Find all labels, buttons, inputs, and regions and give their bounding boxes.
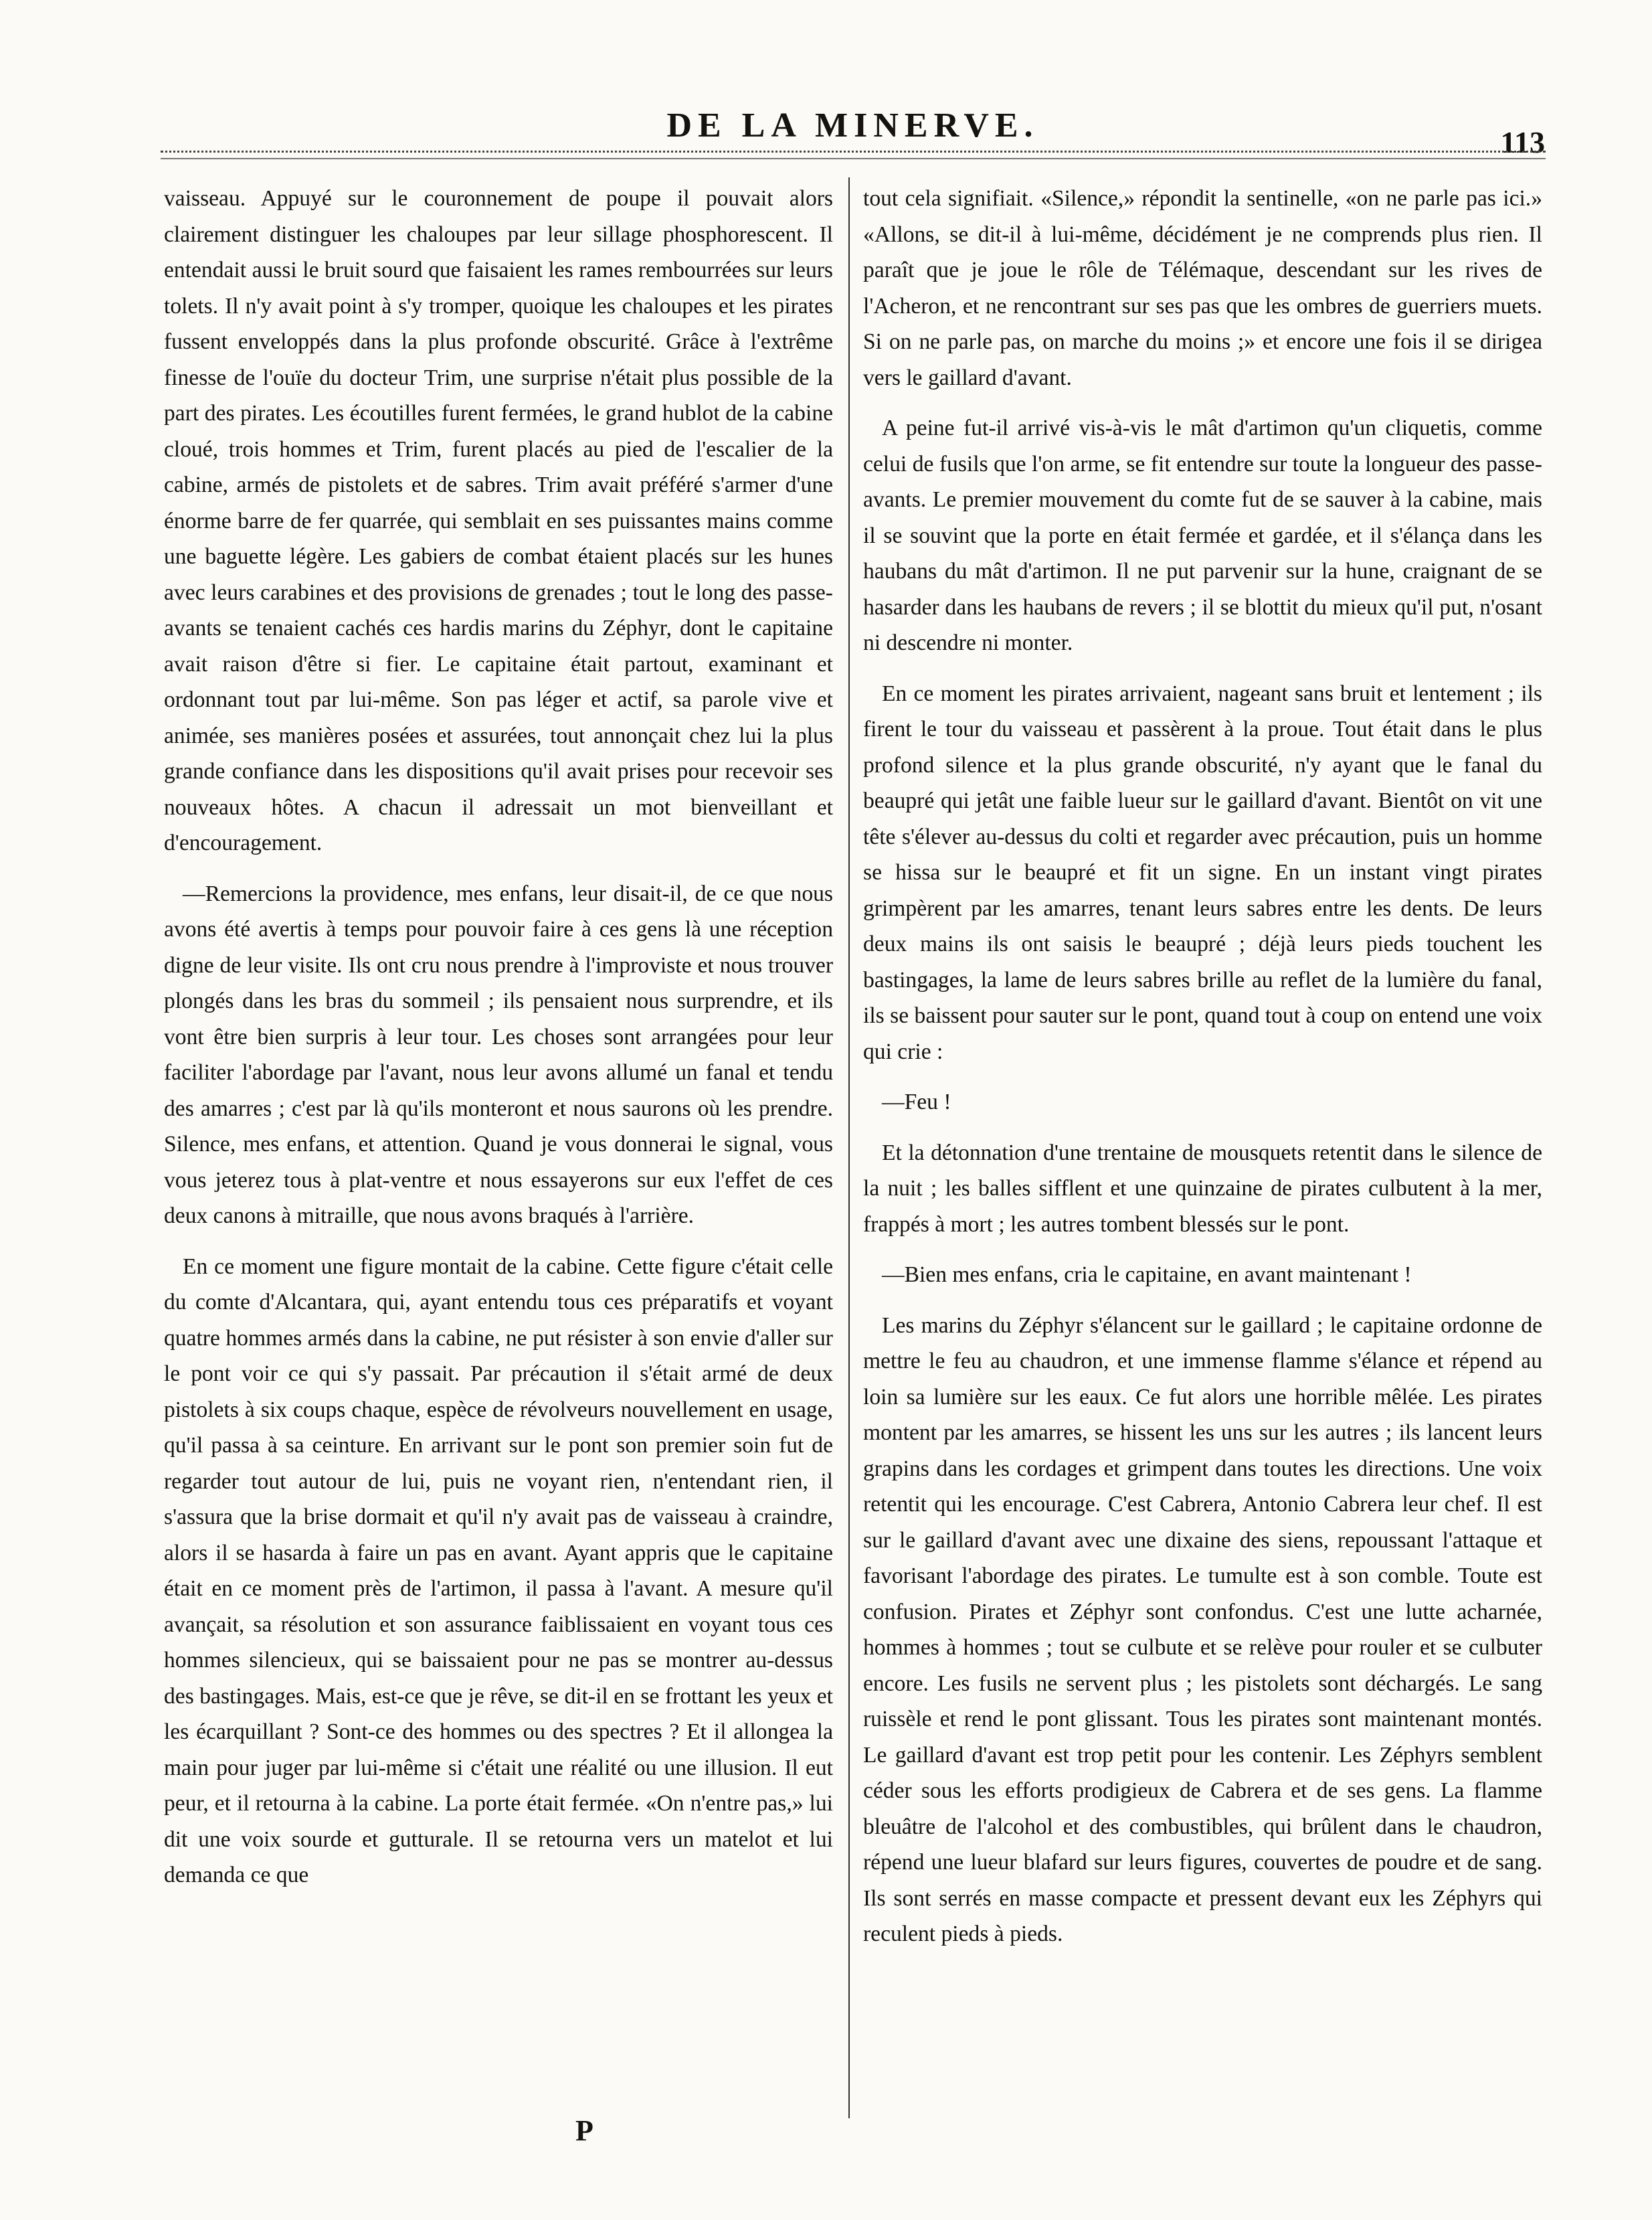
page-header: [161, 100, 1545, 159]
paragraph: Les marins du Zéphyr s'élancent sur le gaillard ; le capitaine ordonne de mettre le feu au chaudron, et une immense flamme s'élance et répend au loin sa lumière sur les eaux. Ce fut alors une horrible mêlée. Les pirates montent par les amarres, se hissent les uns sur les autres ; ils lancent leurs grapins dans les cordages et grimpent dans toutes les directions. Une voix retentit qui les encourage. C'est Cabrera, Antonio Cabrera leur chef. Il est sur le gaillard d'avant avec une dixaine des siens, repoussant l'attaque et favorisant l'abordage des pirates. Le tumulte est à son comble. Toute est confusion. Pirates et Zéphyr sont confondus. C'est une lutte acharnée, hommes à hommes ; tout se culbute et se relève pour rouler et se culbuter encore. Les fusils ne servent plus ; les pistolets sont déchargés. Le sang ruissèle et rend le pont glissant. Tous les pirates sont maintenant montés. Le gaillard d'avant est trop petit pour les contenir. Les Zéphyrs semblent céder sous les efforts prodigieux de Cabrera et de ses gens. La flamme bleuâtre de l'alcohol et des combustibles, qui brûlent dans le chaudron, répend une lueur blafard sur leurs figures, couvertes de poudre et de sang. Ils sont serrés en masse compacte et pressent devant eux les Zéphyrs qui reculent pieds à pieds.: [863, 1312, 1542, 1946]
paragraph: tout cela signifiait. «Silence,» répondit la sentinelle, «on ne parle pas ici.» «Allons, se dit-il à lui-même, décidément je ne comprends plus rien. Il paraît que je joue le rôle de Télémaque, descendant sur les rives de l'Acheron, et ne rencontrant sur ses pas que les ombres de guerriers muets. Si on ne parle pas, on marche du moins ;» et encore une fois il se dirigea vers le gaillard d'avant.: [863, 186, 1542, 390]
paragraph: —Feu !: [882, 1090, 951, 1114]
right-column: [863, 181, 1542, 1952]
header-rule: [161, 151, 1546, 159]
paragraph: —Bien mes enfans, cria le capitaine, en avant maintenant !: [882, 1262, 1412, 1287]
paragraph: En ce moment les pirates arrivaient, nageant sans bruit et lentement ; ils firent le tour du vaisseau et passèrent à la proue. Tout était dans le plus profond silence et la plus grande obscurité, n'y ayant que le fanal du beaupré qui jetât une faible lueur sur le gaillard d'avant. Bientôt on vit une tête s'élever au-dessus du colti et regarder avec précaution, puis un homme se hissa sur le beaupré et fit un signe. En un instant vingt pirates grimpèrent par les amarres, tenant leurs sabres entre les dents. De leurs deux mains ils ont saisis le beaupré ; déjà leurs pieds touchent les bastingages, la lame de leurs sabres brille au reflet de la lumière du fanal, ils se baissent pour sauter sur le pont, quand tout à coup on entend une voix qui crie :: [863, 681, 1542, 1064]
paragraph: A peine fut-il arrivé vis-à-vis le mât d'artimon qu'un cliquetis, comme celui de fusils que l'on arme, se fit entendre sur toute la longueur des passe-avants. Le premier mouvement du comte fut de se sauver à la cabine, mais il se souvint que la porte en était fermée et gardée, et il s'élança dans les haubans du mât d'artimon. Il ne put parvenir sur la hune, craignant de se hasarder dans les haubans de revers ; il se blottit du mieux qu'il put, n'osant ni descendre ni monter.: [863, 416, 1542, 655]
page-number: 113: [1500, 125, 1545, 159]
paragraph: Et la détonnation d'une trentaine de mousquets retentit dans le silence de la nuit ; les balles sifflent et une quinzaine de pirates culbutent à la mer, frappés à mort ; les autres tombent blessés sur le pont.: [863, 1140, 1542, 1237]
paragraph: —Remercions la providence, mes enfans, leur disait-il, de ce que nous avons été avertis à temps pour pouvoir faire à ces gens là une réception digne de leur visite. Ils ont cru nous prendre à l'improviste et nous trouver plongés dans les bras du sommeil ; ils pensaient nous surprendre, et ils vont être bien surpris à leur tour. Les choses sont arrangées pour leur faciliter l'abordage par l'avant, nous leur avons allumé un fanal et tendu des amarres ; c'est par là qu'ils monteront et nous saurons où les prendre. Silence, mes enfans, et attention. Quand je vous donnerai le signal, vous vous jeterez tous à plat-ventre et nous essayerons sur eux l'effet de ces deux canons à mitraille, que nous avons braqués à l'arrière.: [164, 881, 833, 1228]
paragraph: En ce moment une figure montait de la cabine. Cette figure c'était celle du comte d'Alcantara, qui, ayant entendu tous ces préparatifs et voyant quatre hommes armés dans la cabine, ne put résister à son envie d'aller sur le pont voir ce qui s'y passait. Par précaution il s'était armé de deux pistolets à six coups chaque, espèce de révolveurs nouvellement en usage, qu'il passa à sa ceinture. En arrivant sur le pont son premier soin fut de regarder tout autour de lui, puis ne voyant rien, n'entendant rien, il s'assura que la brise dormait et qu'il n'y avait pas de vaisseau à craindre, alors il se hasarda à faire un pas en avant. Ayant appris que le capitaine était en ce moment près de l'artimon, il passa à l'avant. A mesure qu'il avançait, sa résolution et son assurance faiblissaient en voyant tous ces hommes silencieux, qui se baissaient pour ne pas se montrer au-dessus des bastingages. Mais, est-ce que je rêve, se dit-il en se frottant les yeux et les écarquillant ? Sont-ce des hommes ou des spectres ? Et il allongea la main pour juger par lui-même si c'était une réalité ou une illusion. Il eut peur, et il retourna à la cabine. La porte était fermée. «On n'entre pas,» lui dit une voix sourde et gutturale. Il se retourna vers un matelot et lui demanda ce que: [164, 1254, 833, 1887]
left-column: [164, 181, 833, 1893]
column-divider: [848, 177, 850, 2118]
signature-mark: P: [575, 2114, 593, 2147]
paragraph: vaisseau. Appuyé sur le couronnement de poupe il pouvait alors clairement distinguer les chaloupes par leur sillage phosphorescent. Il entendait aussi le bruit sourd que faisaient les rames rembourrées sur leurs tolets. Il n'y avait point à s'y tromper, quoique les chaloupes et les pirates fussent enveloppés dans la plus profonde obscurité. Grâce à l'extrême finesse de l'ouïe du docteur Trim, une surprise n'était plus possible de la part des pirates. Les écoutilles furent fermées, le grand hublot de la cabine cloué, trois hommes et Trim, furent placés au pied de l'escalier de la cabine, armés de pistolets et de sabres. Trim avait préféré s'armer d'une énorme barre de fer quarrée, qui semblait en ses puissantes mains comme une baguette légère. Les gabiers de combat étaient placés sur les hunes avec leurs carabines et des provisions de grenades ; tout le long des passe-avants se tenaient cachés ces hardis marins du Zéphyr, dont le capitaine avait raison d'être si fier. Le capitaine était partout, examinant et ordonnant tout par lui-même. Son pas léger et actif, sa parole vive et animée, ses manières posées et assurées, tout annonçait chez lui la plus grande confiance dans les dispositions qu'il avait prises pour recevoir ses nouveaux hôtes. A chacun il adressait un mot bienveillant et d'encouragement.: [164, 186, 833, 855]
running-title: DE LA MINERVE.: [666, 106, 1039, 145]
